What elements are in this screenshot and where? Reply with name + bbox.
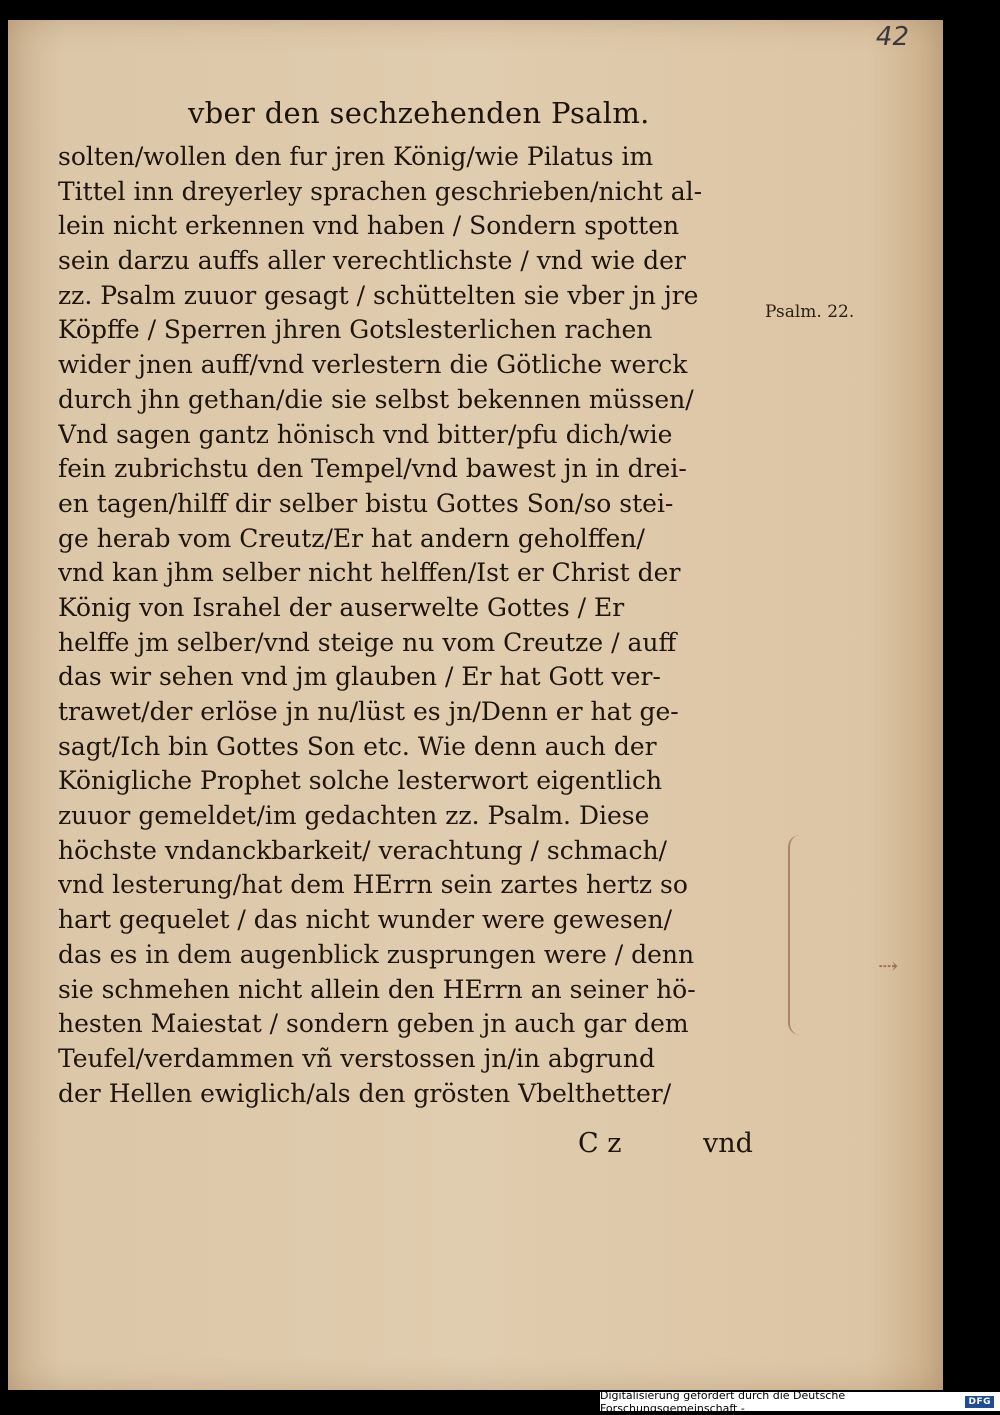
folio-number: 42 bbox=[875, 22, 909, 52]
text-line-content: hesten Maiestat / sondern geben jn auch gar dem bbox=[58, 1009, 689, 1039]
text-line bbox=[58, 348, 773, 383]
text-line bbox=[58, 868, 773, 903]
text-line bbox=[58, 383, 773, 418]
catchword: vnd bbox=[703, 1128, 753, 1159]
text-line-content: zz. Psalm zuuor gesagt / schüttelten sie vber jn jre bbox=[58, 280, 699, 310]
text-block bbox=[58, 140, 773, 1111]
text-line-content: vnd kan jhm selber nicht helffen/Ist er Christ der bbox=[58, 558, 681, 588]
text-line bbox=[58, 730, 773, 765]
text-line bbox=[58, 418, 773, 453]
text-line bbox=[58, 591, 773, 626]
text-line-content: sein darzu auffs aller verechtlichste / vnd wie der bbox=[58, 246, 686, 276]
running-head: vber den sechzehenden Psalm. bbox=[188, 96, 650, 130]
text-line-content: durch jhn gethan/die sie selbst bekennen müssen/ bbox=[58, 384, 694, 414]
text-line bbox=[58, 1042, 773, 1077]
text-line bbox=[58, 175, 773, 210]
text-line bbox=[58, 1077, 773, 1112]
text-line bbox=[58, 452, 773, 487]
text-line-content: Königliche Prophet solche lesterwort eigentlich bbox=[58, 766, 663, 796]
text-line bbox=[58, 487, 773, 522]
text-line bbox=[58, 834, 773, 869]
text-line bbox=[58, 660, 773, 695]
text-line-content: vnd lesterung/hat dem HErrn sein zartes hertz so bbox=[58, 870, 688, 900]
signature-mark: C z bbox=[578, 1128, 622, 1159]
text-line bbox=[58, 556, 773, 591]
text-line bbox=[58, 626, 773, 661]
text-line-content: höchste vndanckbarkeit/ verachtung / schmach/ bbox=[58, 835, 667, 865]
text-line-content: zuuor gemeldet/im gedachten zz. Psalm. Diese bbox=[58, 801, 650, 831]
text-line-content: das es in dem augenblick zusprungen were / denn bbox=[58, 939, 695, 969]
text-line bbox=[58, 764, 773, 799]
text-line bbox=[58, 973, 773, 1008]
dfg-logo: DFG bbox=[965, 1396, 994, 1408]
text-line bbox=[58, 1007, 773, 1042]
text-line-content: en tagen/hilff dir selber bistu Gottes Son/so stei- bbox=[58, 488, 674, 518]
text-line-content: fein zubrichstu den Tempel/vnd bawest jn in drei- bbox=[58, 454, 687, 484]
text-line-content: Teufel/verdammen vñ verstossen jn/in abgrund bbox=[58, 1043, 655, 1073]
text-line-content: lein nicht erkennen vnd haben / Sondern spotten bbox=[58, 211, 680, 241]
text-line-content: ge herab vom Creutz/Er hat andern geholffen/ bbox=[58, 523, 645, 553]
text-line-content: helffe jm selber/vnd steige nu vom Creutze / auff bbox=[58, 627, 677, 657]
text-line-content: sie schmehen nicht allein den HErrn an seiner hö- bbox=[58, 974, 696, 1004]
text-line-content: Vnd sagen gantz hönisch vnd bitter/pfu dich/wie bbox=[58, 419, 673, 449]
text-line bbox=[58, 938, 773, 973]
marginal-note: Psalm. 22. bbox=[765, 302, 855, 322]
text-line-content: Köpffe / Sperren jhren Gotslesterlichen rachen bbox=[58, 315, 653, 345]
text-line bbox=[58, 140, 773, 175]
text-line-content: König von Israhel der auserwelte Gottes / Er bbox=[58, 592, 625, 622]
text-line bbox=[58, 522, 773, 557]
text-line-content: trawet/der erlöse jn nu/lüst es jn/Denn er hat ge- bbox=[58, 697, 679, 726]
handwritten-arrow-mark: ⇢ bbox=[878, 952, 899, 980]
text-line bbox=[58, 799, 773, 834]
text-line-content: sagt/Ich bin Gottes Son etc. Wie denn auch der bbox=[58, 731, 657, 761]
text-line-content: das wir sehen vnd jm glauben / Er hat Gott ver- bbox=[58, 662, 661, 692]
book-page bbox=[8, 20, 943, 1390]
text-line-content: der Hellen ewiglich/als den grösten Vbelthetter/ bbox=[58, 1078, 672, 1108]
footer-text: Digitalisierung gefördert durch die Deutsche Forschungsgemeinschaft - bbox=[600, 1388, 846, 1415]
text-line bbox=[58, 244, 773, 279]
text-line-content: solten/wollen den fur jren König/wie Pilatus im bbox=[58, 142, 654, 171]
text-line bbox=[58, 209, 773, 244]
text-line-content: Tittel inn dreyerley sprachen geschrieben/nicht al- bbox=[58, 176, 703, 206]
text-line bbox=[58, 695, 773, 730]
digitization-footer bbox=[600, 1388, 1000, 1415]
text-line bbox=[58, 903, 773, 938]
text-line-content: wider jnen auff/vnd verlestern die Götliche werck bbox=[58, 350, 688, 380]
text-line bbox=[58, 279, 773, 314]
text-line-content: hart gequelet / das nicht wunder were gewesen/ bbox=[58, 905, 673, 935]
handwritten-bracket bbox=[788, 835, 804, 1035]
text-line bbox=[58, 313, 773, 348]
